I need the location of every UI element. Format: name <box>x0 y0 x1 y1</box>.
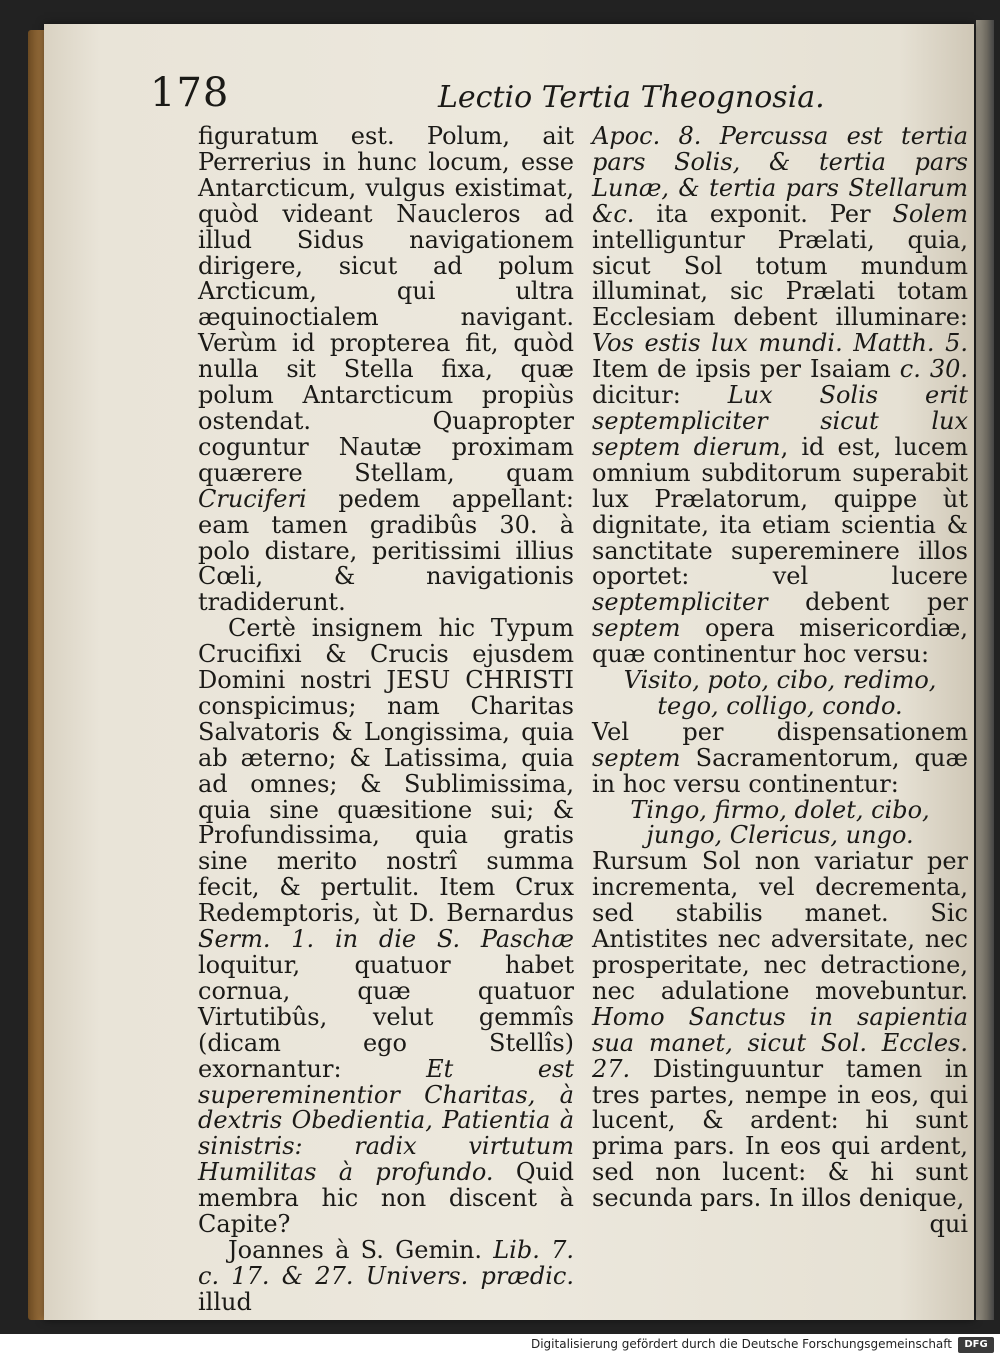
page-header <box>150 66 970 126</box>
left-column <box>198 124 574 1316</box>
dfg-logo-icon: DFG <box>958 1337 994 1353</box>
paragraph: Apoc. 8. Percussa est tertia pars Solis, & tertia pars Lunæ, & tertia pars Stellarum &c. ita exponit. Per Solem intelliguntur Prælati, quia, sicut Sol totum mundum illuminat, sic Prælati totam Ecclesiam debent illuminare: Vos estis lux mundi. Matth. 5. Item de ipsis per Isaiam c. 30. dicitur: Lux Solis erit septempliciter sicut lux septem dierum, id est, lucem omnium subditorum superabit lux Prælatorum, quippe ùt dignitate, ita etiam scientia & sanctitate supereminere illos oportet: vel lucere septempliciter debent per septem opera misericordiæ, quæ continentur hoc versu: <box>592 122 968 669</box>
paragraph: figuratum est. Polum, ait Perrerius in hunc locum, esse Antarcticum, vulgus existimat, quòd videant Naucleros ad illud Sidus navigationem dirigere, sicut ad polum Arcticum, qui ultra æquinoctialem navigant. Verùm id propterea fit, quòd nulla sit Stella fixa, quæ polum Antarcticum propiùs ostendat. Quapropter coguntur Nautæ proximam quærere Stellam, quam Cruciferi pedem appellant: eam tamen gradibûs 30. à polo distare, peritissimi illius Cœli, & navigationis tradiderunt. <box>198 122 574 617</box>
verse-line: Tingo, firmo, dolet, cibo, jungo, Clericus, ungo. <box>630 795 930 850</box>
funding-credit: Digitalisierung gefördert durch die Deutsche Forschungsgemeinschaft <box>530 1337 952 1351</box>
paragraph: Certè insignem hic Typum Crucifixi & Crucis ejusdem Domini nostri JESU CHRISTI conspicimus; nam Charitas Salvatoris & Longissima, quia ab æterno; & Latissima, quia ad omnes; & Sublimissima, quia sine quæsitione sui; & Profundissima, quia gratis sine merito nostrî summa fecit, & pertulit. Item Crux Redemptoris, ùt D. Bernardus Serm. 1. in die S. Paschæ loquitur, quatuor habet cornua, quæ quatuor Virtutibûs, velut gemmîs (dicam ego Stellîs) exornantur: Et est supereminentior Charitas, à dextris Obedientia, Patientia à sinistris: radix virtutum Humilitas à profundo. Quid membra hic non discent à Capite? <box>198 614 574 1239</box>
verse-line: Visito, poto, cibo, redimo, tego, colligo, condo. <box>623 666 937 720</box>
digitization-footer <box>0 1334 1000 1356</box>
paragraph: Rursum Sol non variatur per incrementa, vel decrementa, sed stabilis manet. Sic Antistites nec adversitate, nec prosperitate, nec detractione, nec adulatione movebuntur. Homo Sanctus in sapientia sua manet, sicut Sol. Eccles. 27. Distinguuntur tamen in tres partes, nempe in eos, qui lucent, & ardent: hi sunt prima pars. In eos qui ardent, sed non lucent: & hi sunt secunda pars. In illos denique, <box>592 847 968 1213</box>
page-stack-edge <box>976 20 994 1320</box>
right-column <box>592 124 968 1238</box>
page-number: 178 <box>150 70 230 116</box>
paragraph: Joannes à S. Gemin. Lib. 7. c. 17. & 27. Univers. prædic. illud <box>198 1235 574 1316</box>
running-title: Lectio Tertia Theognosia. <box>438 80 825 115</box>
paragraph: Vel per dispensationem septem Sacramentorum, quæ in hoc versu continentur: <box>592 717 968 798</box>
catchword: qui <box>929 1210 968 1239</box>
